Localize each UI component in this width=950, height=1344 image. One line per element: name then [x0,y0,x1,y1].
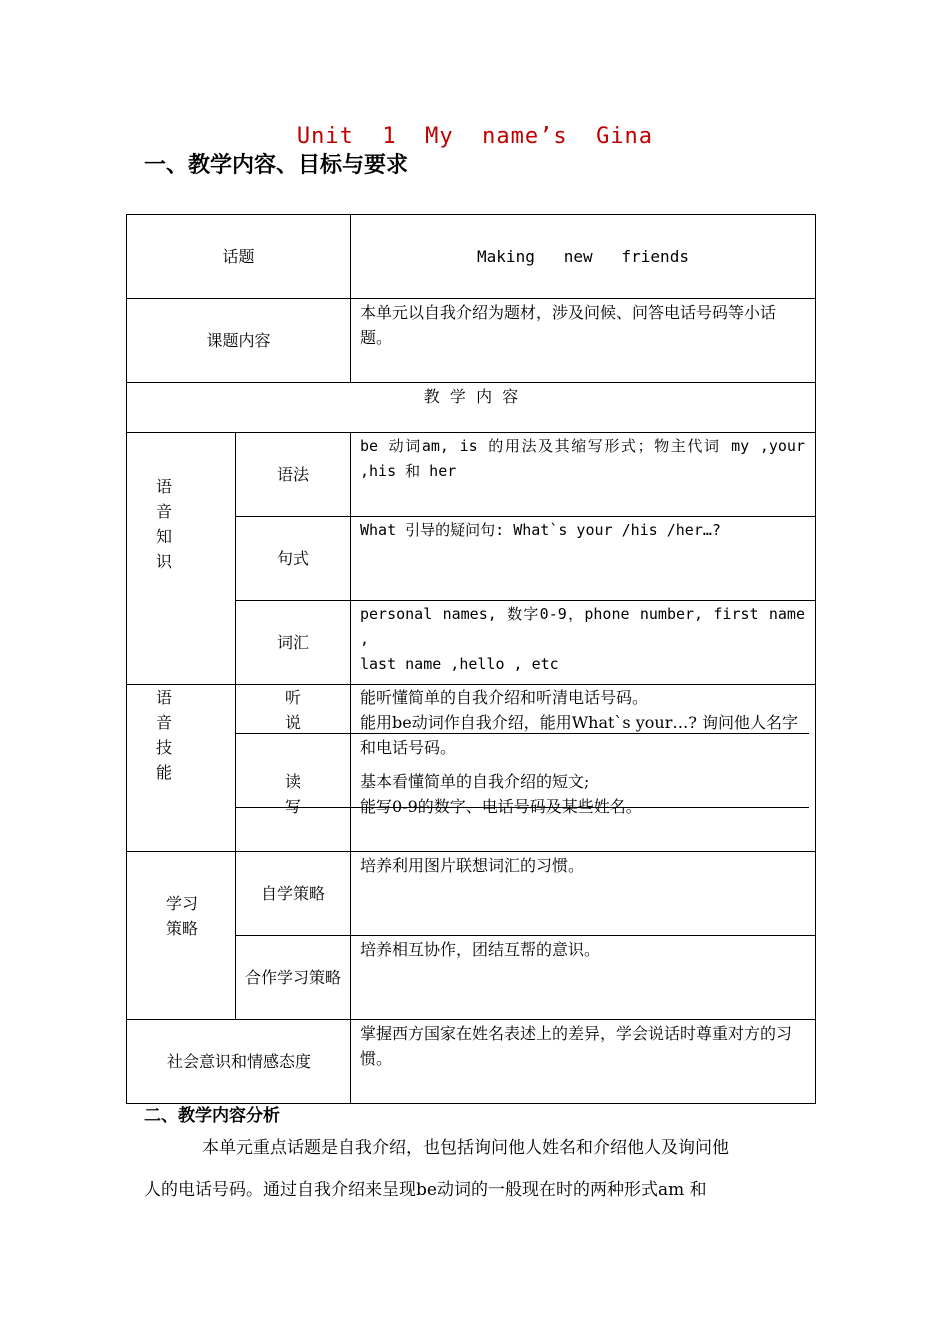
cooperative-learning-value: 培养相互协作，团结互帮的意识。 [360,940,601,959]
self-study-value: 培养利用图片联想词汇的习惯。 [360,856,585,875]
reading-value-1: 基本看懂简单的自我介绍的短文; [360,772,590,791]
sentence-pattern-label: 句式 [276,549,309,568]
social-awareness-value: 掌握西方国家在姓名表述上的差异，学会说话时尊重对方的习惯。 [360,1024,793,1068]
topic-label: 话题 [222,247,255,266]
reading-value-2: 能写0-9的数字、电话号码及某些姓名。 [360,797,642,816]
topic-value: Making new friends [477,247,689,266]
listening-value-2: 能用be动词作自我介绍，能用What`s your…? 询问他人名字和电话号码。 [360,713,799,757]
self-study-label: 自学策略 [260,884,325,903]
section-heading-1: 一、教学内容、目标与要求 [144,153,409,178]
cooperative-learning-label: 合作学习策略 [244,968,341,987]
listening-value-1: 能听懂简单的自我介绍和听清电话号码。 [360,688,649,707]
social-awareness-label: 社会意识和情感态度 [166,1052,311,1071]
learning-strategy-label: 学习策略 [165,894,198,938]
analysis-paragraph-line1: 本单元重点话题是自我介绍，也包括询问他人姓名和介绍他人及询问他 [202,1138,729,1158]
vocabulary-label: 词汇 [276,633,309,652]
language-knowledge-label: 语音知识 [155,477,172,571]
listening-label: 听 [284,688,301,707]
grammar-label: 语法 [276,465,309,484]
sentence-pattern-value: What 引导的疑问句: What`s your /his /her…? [360,521,721,539]
grammar-value: be 动词am, is 的用法及其缩写形式；物主代词 my ,your ,his 和 her [360,437,805,480]
analysis-paragraph-line2: 人的电话号码。通过自我介绍来呈现be动词的一般现在时的两种形式am 和 [144,1180,707,1200]
section-heading-2: 二、教学内容分析 [144,1106,280,1126]
speaking-label: 说 [284,713,301,732]
reading-label: 读 [284,772,301,791]
vocabulary-value-line1: personal names, 数字0-9，phone number, first name , [360,605,805,648]
course-label: 课题内容 [206,331,271,350]
course-value: 本单元以自我介绍为题材，涉及问候、问答电话号码等小话题。 [360,303,777,347]
language-skills-label: 语音技能 [155,688,172,782]
teaching-content-header: 教 学 内 容 [423,387,519,406]
writing-label: 写 [284,797,301,816]
document-title: Unit 1 My name’s Gina [296,124,654,149]
vocabulary-value-line2: last name ,hello , etc [360,655,559,673]
